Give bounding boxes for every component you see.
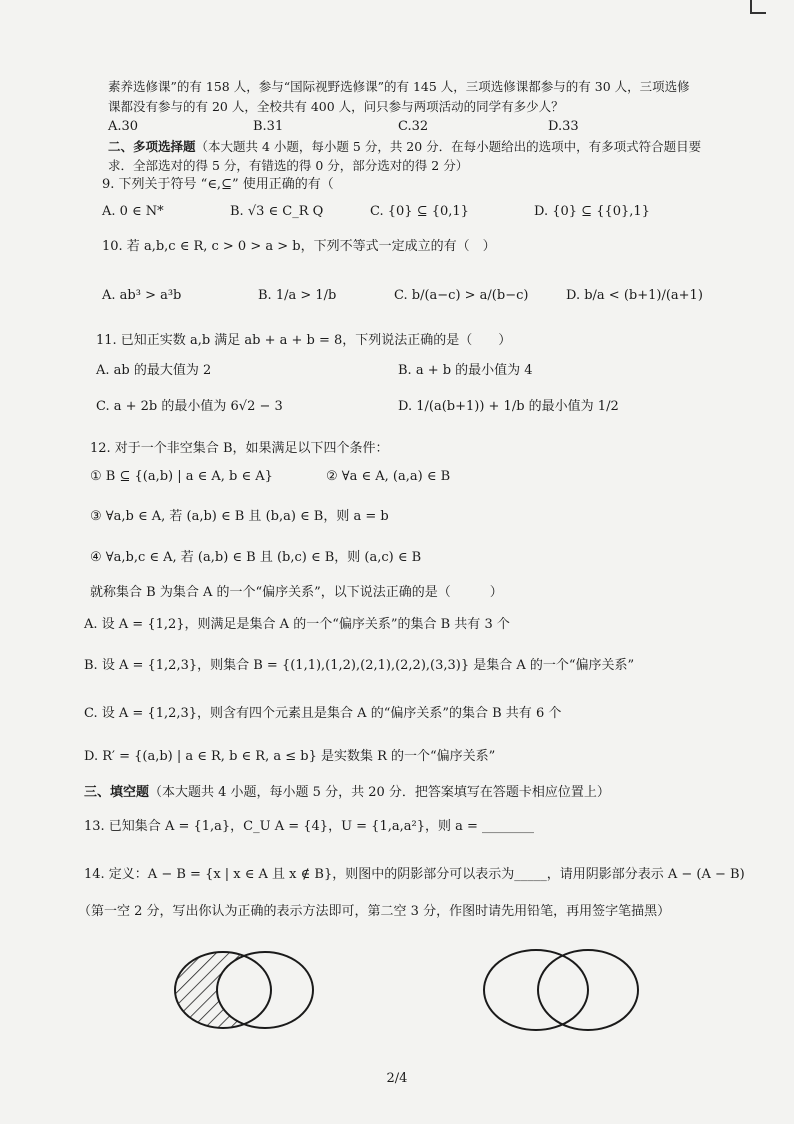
corner-mark (750, 0, 766, 14)
q12-option-b: B. 设 A = {1,2,3}，则集合 B = {(1,1),(1,2),(2,1),(2,2),(3,3)} 是集合 A 的一个“偏序关系” (84, 658, 635, 673)
q11-option-b: B. a + b 的最小值为 4 (398, 363, 533, 378)
q9-option-d: D. {0} ⊆ {{0},1} (534, 204, 650, 219)
q9-stem: 9. 下列关于符号 “∈,⊆” 使用正确的有（ (102, 177, 334, 192)
q11-option-c: C. a + 2b 的最小值为 6√2 − 3 (96, 399, 283, 414)
section-3-title: 三、填空题 (84, 785, 150, 800)
q12-option-d: D. R′ = {(a,b) | a ∈ R, b ∈ R, a ≤ b} 是实数集 R 的一个“偏序关系” (84, 749, 496, 764)
page-number: 2/4 (386, 1071, 408, 1086)
section-2-header (108, 138, 701, 156)
prev-option-d: D.33 (548, 119, 579, 134)
q12-condition-3: ③ ∀a,b ∈ A, 若 (a,b) ∈ B 且 (b,a) ∈ B，则 a = b (90, 509, 389, 524)
q10-option-b: B. 1/a > 1/b (258, 288, 337, 303)
q9-option-c: C. {0} ⊆ {0,1} (370, 204, 469, 219)
prev-option-a: A.30 (108, 119, 139, 134)
q10-option-d: D. b/a < (b+1)/(a+1) (566, 288, 703, 303)
q14-stem: 14. 定义：A − B = {x | x ∈ A 且 x ∉ B}，则图中的阴影部分可以表示为_____，请用阴影部分表示 A − (A − B) (84, 867, 745, 882)
prev-option-c: C.32 (398, 119, 429, 134)
q13-stem: 13. 已知集合 A = {1,a}，C_U A = {4}，U = {1,a,a²}，则 a = ________ (84, 819, 535, 834)
q10-option-a: A. ab³ > a³b (102, 288, 182, 303)
section-3-desc: （本大题共 4 小题，每小题 5 分，共 20 分．把答案填写在答题卡相应位置上） (149, 785, 610, 800)
q12-condition-2: ② ∀a ∈ A, (a,a) ∈ B (326, 469, 451, 484)
q11-option-d: D. 1/(a(b+1)) + 1/b 的最小值为 1/2 (398, 399, 619, 414)
section-2-desc-2: 求．全部选对的得 5 分，有错选的得 0 分，部分选对的得 2 分） (108, 158, 469, 173)
q10-stem: 10. 若 a,b,c ∈ R, c > 0 > a > b，下列不等式一定成立的有（ ） (102, 239, 496, 254)
section-3-header (84, 784, 610, 802)
q12-option-a: A. 设 A = {1,2}，则满足是集合 A 的一个“偏序关系”的集合 B 共有 3 个 (84, 617, 510, 632)
prev-question-line-2: 课都没有参与的有 20 人，全校共有 400 人，问只参与两项活动的同学有多少人？ (108, 99, 564, 114)
venn-set-b (217, 952, 313, 1028)
q12-stem: 12. 对于一个非空集合 B，如果满足以下四个条件： (90, 441, 389, 456)
q9-option-b: B. √3 ∈ C_R Q (230, 204, 324, 219)
section-2-title: 二、多项选择题 (108, 139, 196, 154)
prev-option-b: B.31 (253, 119, 284, 134)
q12-condition-4: ④ ∀a,b,c ∈ A, 若 (a,b) ∈ B 且 (b,c) ∈ B，则 (a,c) ∈ B (90, 550, 422, 565)
q12-option-c: C. 设 A = {1,2,3}，则含有四个元素且是集合 A 的“偏序关系”的集合 B 共有 6 个 (84, 706, 562, 721)
q12-condition-1: ① B ⊆ {(a,b) | a ∈ A, b ∈ A} (90, 469, 273, 484)
q10-option-c: C. b/(a−c) > a/(b−c) (394, 288, 529, 303)
venn-blank-set-a (484, 950, 588, 1030)
q12-definition: 就称集合 B 为集合 A 的一个“偏序关系”，以下说法正确的是（ ） (90, 585, 503, 600)
q9-option-a: A. 0 ∈ N* (102, 204, 164, 219)
venn-diagram-blank (470, 940, 650, 1040)
q11-stem: 11. 已知正实数 a,b 满足 ab + a + b = 8，下列说法正确的是（ ） (96, 333, 512, 348)
q14-note: （第一空 2 分，写出你认为正确的表示方法即可，第二空 3 分，作图时请先用铅笔，再用签字笔描黑） (78, 904, 671, 919)
q11-option-a: A. ab 的最大值为 2 (96, 363, 212, 378)
venn-diagram-shaded (165, 940, 325, 1040)
prev-question-line-1: 素养选修课”的有 158 人，参与“国际视野选修课”的有 145 人，三项选修课都参与的有 30 人，三项选修 (108, 79, 690, 94)
section-2-desc-1: （本大题共 4 小题，每小题 5 分，共 20 分．在每小题给出的选项中，有多项式符合题目要 (195, 139, 702, 154)
